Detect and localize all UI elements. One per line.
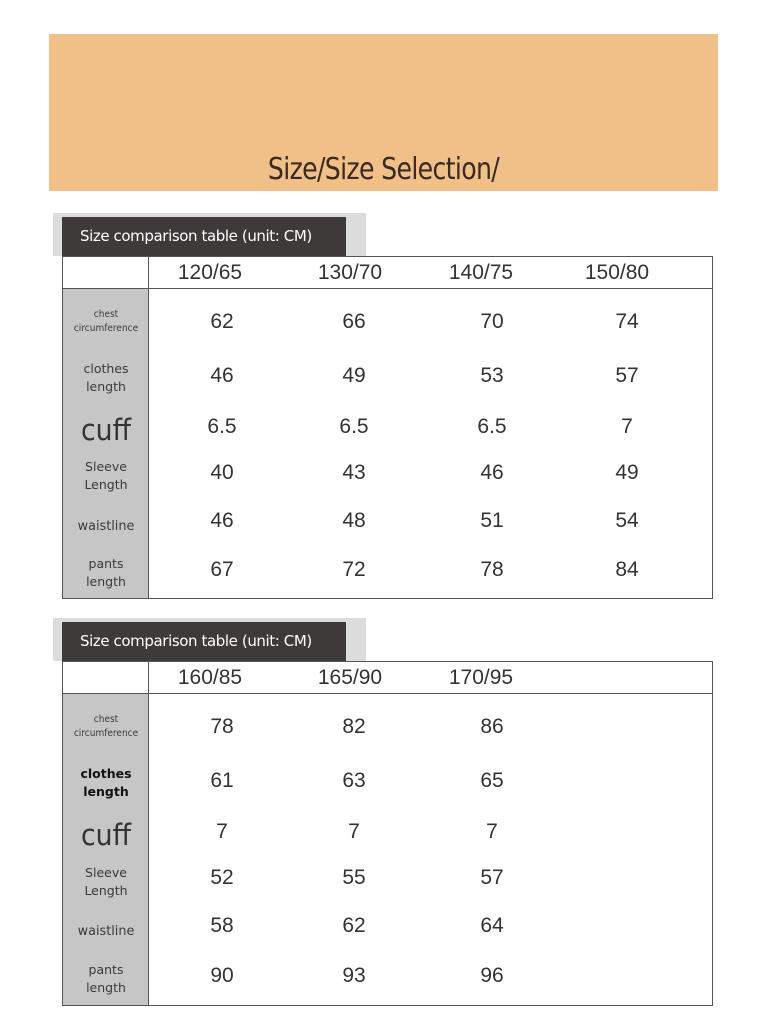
table-cell: 49: [342, 364, 366, 387]
size-header: 165/90: [317, 666, 383, 689]
table-caption: Size comparison table (unit: CM): [62, 622, 346, 661]
table-cell: 6.5: [339, 415, 369, 438]
row-label-line: circumference: [73, 323, 139, 334]
row-label-sleeve-length: [63, 458, 149, 494]
size-header: 150/80: [584, 261, 650, 284]
row-label-line: pants: [88, 556, 124, 571]
table-cell: 7: [348, 820, 360, 843]
page-title: Size/Size Selection/: [267, 152, 500, 187]
row-label-clothes-length: [63, 360, 149, 396]
table-cell: 49: [615, 461, 639, 484]
table-cell: 46: [480, 461, 504, 484]
row-label-line: Length: [84, 477, 128, 492]
table-cell: 46: [210, 364, 234, 387]
table-cell: 74: [615, 310, 639, 333]
table-cell: 55: [342, 866, 366, 889]
table-cell: 54: [615, 509, 639, 532]
row-label-line: pants: [88, 962, 124, 977]
table-cell: 57: [480, 866, 504, 889]
table-caption: Size comparison table (unit: CM): [62, 217, 346, 256]
header-rule: [63, 288, 712, 289]
table-cell: 78: [480, 558, 504, 581]
table-cell: 86: [480, 715, 504, 738]
row-label-line: Sleeve: [85, 865, 127, 880]
row-label-line: waistline: [77, 518, 135, 534]
size-header: 130/70: [317, 261, 383, 284]
table-cell: 58: [210, 914, 234, 937]
table-cell: 63: [342, 769, 366, 792]
header-divider: [148, 662, 149, 694]
table-cell: 62: [342, 914, 366, 937]
table-cell: 43: [342, 461, 366, 484]
row-label-line: clothes: [80, 766, 132, 781]
size-header: 160/85: [177, 666, 243, 689]
table-cell: 52: [210, 866, 234, 889]
row-label-waistline: [65, 517, 147, 535]
row-label-line: length: [83, 784, 129, 799]
table-cell: 96: [480, 964, 504, 987]
header-rule: [63, 693, 712, 694]
table-cell: 62: [210, 310, 234, 333]
table-cell: 46: [210, 509, 234, 532]
row-label-sleeve-length: [63, 864, 149, 900]
table-cell: 70: [480, 310, 504, 333]
table-cell: 82: [342, 715, 366, 738]
table-cell: 7: [486, 820, 498, 843]
row-label-line: clothes: [83, 361, 129, 376]
row-label-line: chest: [93, 309, 119, 320]
table-cell: 6.5: [477, 415, 507, 438]
table-cell: 57: [615, 364, 639, 387]
header-divider: [148, 257, 149, 289]
size-header: 140/75: [448, 261, 514, 284]
table-cell: 72: [342, 558, 366, 581]
table-cell: 78: [210, 715, 234, 738]
row-label-line: circumference: [73, 728, 139, 739]
table-cell: 67: [210, 558, 234, 581]
row-label-clothes-length: [63, 765, 149, 801]
table-cell: 48: [342, 509, 366, 532]
table-cell: 66: [342, 310, 366, 333]
title-banner: [49, 34, 718, 191]
table-cell: 7: [216, 820, 228, 843]
table-cell: 93: [342, 964, 366, 987]
row-label-chest-circumference: [67, 713, 144, 741]
table-cell: 6.5: [207, 415, 237, 438]
size-table: [62, 661, 713, 1006]
table-cell: 65: [480, 769, 504, 792]
row-label-line: cuff: [81, 413, 131, 447]
row-label-line: waistline: [77, 923, 135, 939]
table-cell: 40: [210, 461, 234, 484]
row-label-line: length: [86, 379, 126, 394]
row-label-chest-circumference: [67, 308, 144, 336]
size-header: 170/95: [448, 666, 514, 689]
table-cell: 90: [210, 964, 234, 987]
row-label-line: Length: [84, 883, 128, 898]
size-table: [62, 256, 713, 599]
table-cell: 64: [480, 914, 504, 937]
table-cell: 53: [480, 364, 504, 387]
table-cell: 7: [621, 415, 633, 438]
row-label-cuff: [66, 818, 145, 852]
row-label-line: length: [86, 980, 126, 995]
row-label-line: length: [86, 574, 126, 589]
table-cell: 61: [210, 769, 234, 792]
row-label-line: Sleeve: [85, 459, 127, 474]
row-label-waistline: [65, 922, 147, 940]
size-table-section-2: [53, 618, 714, 1008]
row-label-pants-length: [63, 961, 149, 997]
size-table-section-1: [53, 213, 714, 603]
table-cell: 84: [615, 558, 639, 581]
row-label-cuff: [66, 413, 145, 447]
row-label-line: chest: [93, 714, 119, 725]
table-cell: 51: [480, 509, 504, 532]
row-label-pants-length: [63, 555, 149, 591]
size-header: 120/65: [177, 261, 243, 284]
row-label-line: cuff: [81, 818, 131, 852]
